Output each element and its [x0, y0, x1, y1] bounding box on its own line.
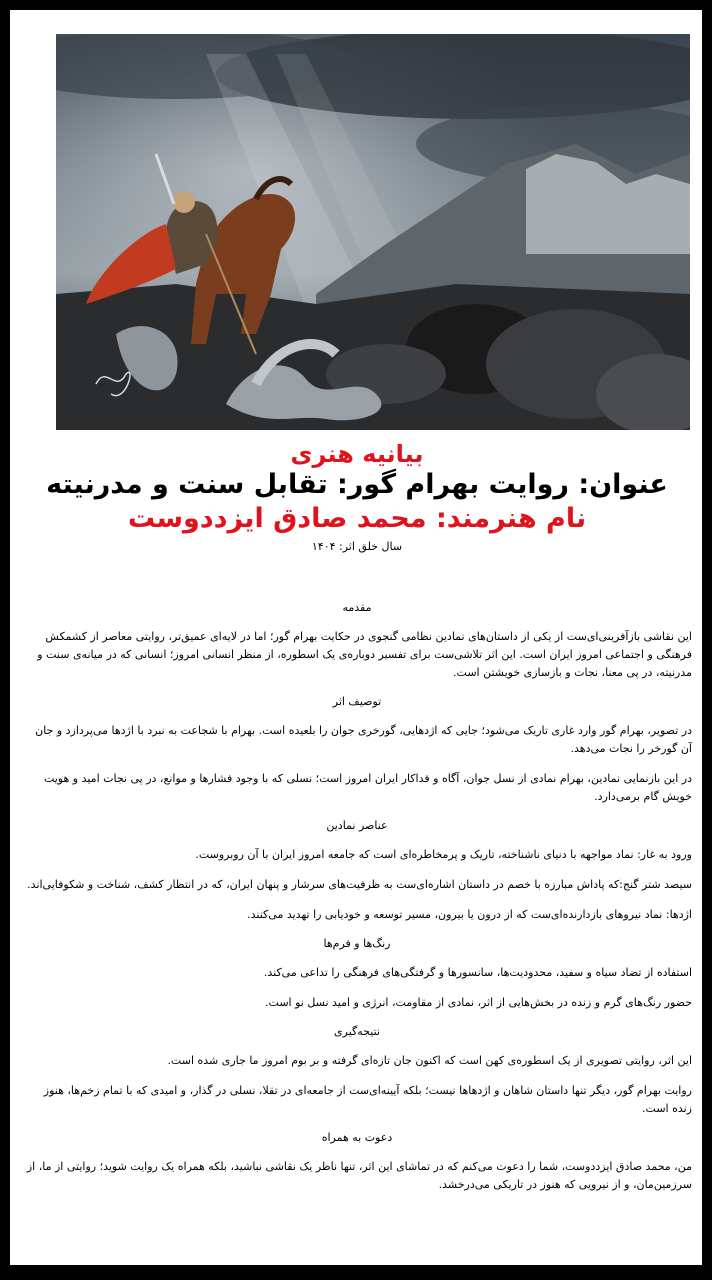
statement-body — [22, 596, 692, 1206]
paragraph: ورود به غار: نماد مواجهه با دنیای ناشناخته، تاریک و پرمخاطره‌ای است که جامعه امروز ایران با آن روبروست. — [195, 848, 692, 861]
section-title: نتیجه‌گیری — [334, 1025, 380, 1038]
paragraph: در این بازنمایی نمادین، بهرام نمادی از نسل جوان، آگاه و فداکار ایران امروز است؛ نسلی که با وجود فشارها و موانع، در پی نجات امید و هویت خویش گام برمی‌دارد. — [43, 772, 692, 803]
painting-image — [56, 34, 690, 430]
paragraph: این اثر، روایتی تصویری از یک اسطوره‌ی کهن است که اکنون جان تازه‌ای گرفته و بر بوم امروز ما جاری شده است. — [167, 1054, 692, 1067]
artwork-title: عنوان: روایت بهرام گور: تقابل سنت و مدرنیته — [46, 469, 668, 500]
paragraph: سیصد شتر گنج:که پاداش مبارزه با خصم در داستان اشاره‌ای‌ست به ظرفیت‌های سرشار و پنهان ایران، که در انتظار کشف، شناخت و شکوفایی‌اند. — [27, 878, 692, 891]
creation-year: سال خلق اثر: ۱۴۰۴ — [311, 540, 403, 553]
section-title: رنگ‌ها و فرم‌ها — [323, 937, 391, 950]
paragraph: روایت بهرام گور، دیگر تنها داستان شاهان و اژدهاها نیست؛ بلکه آیینه‌ای‌ست از جامعه‌ای در تقلا، نسلی در گذار، و امیدی که با تمام زخم‌ها، هنوز زنده است. — [43, 1084, 692, 1115]
heading: بیانیه هنری — [290, 440, 424, 468]
section-introduction — [22, 600, 692, 682]
statement-header — [40, 440, 674, 566]
paragraph: حضور رنگ‌های گرم و زنده در بخش‌هایی از اثر، نمادی از مقاومت، انرژی و امید نسل نو است. — [265, 996, 692, 1009]
section-title: مقدمه — [342, 601, 372, 614]
paragraph: این نقاشی بازآفرینی‌ای‌ست از یکی از داستان‌های نمادین نظامی گنجوی در حکایت بهرام گور؛ اما در لایه‌ای عمیق‌تر، روایتی معاصر از کشمکش فرهنگی و اجتماعی امروز ایران است. این اثر تلاشی‌ست برای تفسیر دوباره‌ی یک اسطوره، از منظر انسانی امروز؛ انسانی که در میانه‌ی سنت و مدرنیته، در پی معنا، نجات و بازسازی خویشتن است. — [37, 630, 692, 679]
section-title: عناصر نمادین — [326, 819, 388, 832]
section-title: دعوت به همراه — [321, 1131, 393, 1144]
section-title: توصیف اثر — [332, 695, 382, 708]
section-invitation — [22, 1130, 692, 1194]
artist-name: نام هنرمند: محمد صادق ایزددوست — [127, 503, 587, 534]
paragraph: استفاده از تضاد سیاه و سفید، محدودیت‌ها، سانسورها و گرفتگی‌های فرهنگی را تداعی می‌کند. — [263, 966, 692, 979]
painting-illustration — [56, 34, 690, 430]
section-symbolic-elements — [22, 818, 692, 924]
section-colors-forms — [22, 936, 692, 1012]
paragraph: اژدها: نماد نیروهای بازدارنده‌ای‌ست که از درون یا بیرون، مسیر توسعه و خودیابی را تهدید می‌کنند. — [247, 908, 692, 921]
section-conclusion — [22, 1024, 692, 1118]
section-description — [22, 694, 692, 806]
page-frame — [10, 10, 702, 1265]
paragraph: در تصویر، بهرام گور وارد غاری تاریک می‌شود؛ جایی که اژدهایی، گورخری جوان را بلعیده است. بهرام با شجاعت به نبرد با اژدها می‌پردازد و جان آن گورخر را نجات می‌دهد. — [35, 724, 692, 755]
paragraph: من، محمد صادق ایزددوست، شما را دعوت می‌کنم که در تماشای این اثر، تنها ناظر یک نقاشی نباشید، بلکه همراه یک روایت شوید؛ روایتی از ما، از سرزمین‌مان، و از نیرویی که هنوز در تاریکی می‌درخشد. — [26, 1160, 692, 1191]
